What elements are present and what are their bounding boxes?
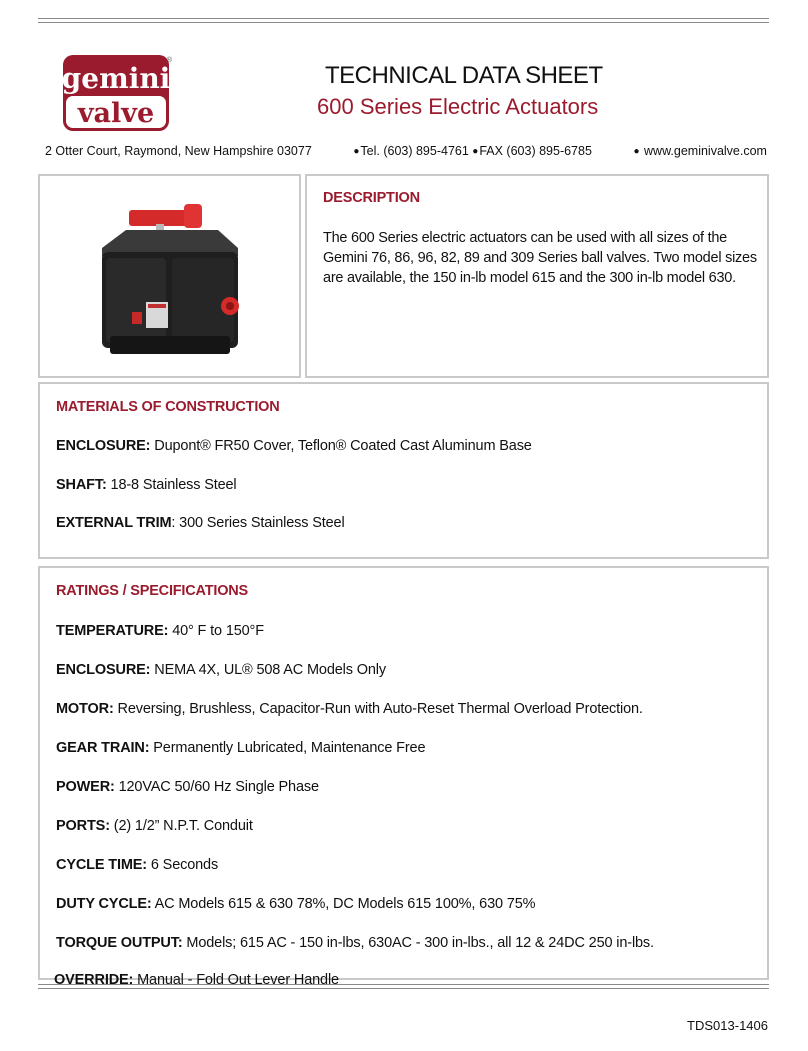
- spec-item: [56, 701, 643, 717]
- spec-value: 40° F to 150°F: [168, 623, 264, 639]
- spec-label: MOTOR:: [56, 701, 114, 717]
- description-body: The 600 Series electric actuators can be used with all sizes of the Gemini 76, 86, 96, 82, 89 and 309 Series ball valves. Two model sizes are available, the 150 in-lb model 615 and the 300 in-lb model 630.: [323, 230, 757, 286]
- material-label: SHAFT:: [56, 477, 107, 493]
- document-code: TDS013-1406: [687, 1018, 768, 1033]
- spec-value: 120VAC 50/60 Hz Single Phase: [114, 779, 319, 795]
- web-group: [633, 144, 767, 158]
- spec-item: [54, 972, 339, 988]
- logo-registered-mark: ®: [166, 57, 172, 64]
- material-item: [56, 477, 237, 493]
- logo-text-valve: valve: [77, 98, 155, 129]
- bullet-icon: ●: [472, 146, 479, 157]
- spec-item: [56, 857, 218, 873]
- material-item: [56, 515, 345, 531]
- material-value: 18-8 Stainless Steel: [106, 477, 237, 493]
- bullet-icon: ●: [633, 146, 640, 157]
- description-box: [305, 174, 769, 378]
- spec-item: [56, 623, 264, 639]
- spec-label: PORTS:: [56, 818, 110, 834]
- electric-actuator-image: [96, 186, 246, 370]
- spec-value: Reversing, Brushless, Capacitor-Run with Auto-Reset Thermal Overload Protection.: [113, 701, 643, 717]
- spec-label: GEAR TRAIN:: [56, 740, 150, 756]
- bottom-rule-inner: [38, 988, 769, 989]
- fax-text: FAX (603) 895-6785: [479, 144, 592, 158]
- ratings-box: [38, 566, 769, 980]
- spec-label: ENCLOSURE:: [56, 662, 151, 678]
- spec-item: [56, 896, 535, 912]
- description-heading: DESCRIPTION: [323, 190, 420, 206]
- page-subtitle: 600 Series Electric Actuators: [317, 94, 599, 119]
- address-text: 2 Otter Court, Raymond, New Hampshire 03077: [45, 144, 312, 158]
- spec-value: (2) 1/2” N.P.T. Conduit: [109, 818, 253, 834]
- materials-heading: MATERIALS OF CONSTRUCTION: [56, 399, 280, 415]
- page-title: TECHNICAL DATA SHEET: [325, 62, 603, 89]
- spec-value: Manual - Fold Out Lever Handle: [133, 972, 339, 988]
- spec-label: POWER:: [56, 779, 115, 795]
- bottom-rule-outer: [38, 984, 769, 985]
- spec-label: TEMPERATURE:: [56, 623, 169, 639]
- top-rule-outer: [38, 18, 769, 19]
- website-link[interactable]: www.geminivalve.com: [644, 144, 767, 158]
- ratings-heading: RATINGS / SPECIFICATIONS: [56, 583, 249, 599]
- logo-text-gemini: gemini: [62, 62, 171, 95]
- spec-item: [56, 779, 319, 795]
- tel-text: Tel. (603) 895-4761: [360, 144, 469, 158]
- spec-value: Permanently Lubricated, Maintenance Free: [149, 740, 426, 756]
- material-label: ENCLOSURE:: [56, 438, 151, 454]
- material-label: EXTERNAL TRIM: [56, 515, 172, 531]
- material-value: : 300 Series Stainless Steel: [171, 515, 345, 531]
- spec-label: DUTY CYCLE:: [56, 896, 152, 912]
- spec-label: TORQUE OUTPUT:: [56, 935, 183, 951]
- spec-value: 6 Seconds: [147, 857, 219, 873]
- spec-value: NEMA 4X, UL® 508 AC Models Only: [150, 662, 386, 678]
- bullet-icon: ●: [353, 146, 360, 157]
- tel-group: [353, 144, 592, 158]
- spec-value: AC Models 615 & 630 78%, DC Models 615 100%, 630 75%: [151, 896, 536, 912]
- material-value: Dupont® FR50 Cover, Teflon® Coated Cast Aluminum Base: [150, 438, 532, 454]
- spec-label: OVERRIDE:: [54, 972, 134, 988]
- spec-label: CYCLE TIME:: [56, 857, 147, 873]
- spec-item: [56, 662, 386, 678]
- material-item: [56, 438, 532, 454]
- materials-box: [38, 382, 769, 559]
- contact-line: [45, 144, 767, 158]
- top-rule-inner: [38, 22, 769, 23]
- spec-value: Models; 615 AC - 150 in-lbs, 630AC - 300 in-lbs., all 12 & 24DC 250 in-lbs.: [182, 935, 654, 951]
- spec-item: [56, 740, 425, 756]
- product-image-box: [38, 174, 301, 378]
- gemini-valve-logo: [62, 54, 174, 132]
- spec-item: [56, 818, 253, 834]
- spec-item: [56, 935, 654, 951]
